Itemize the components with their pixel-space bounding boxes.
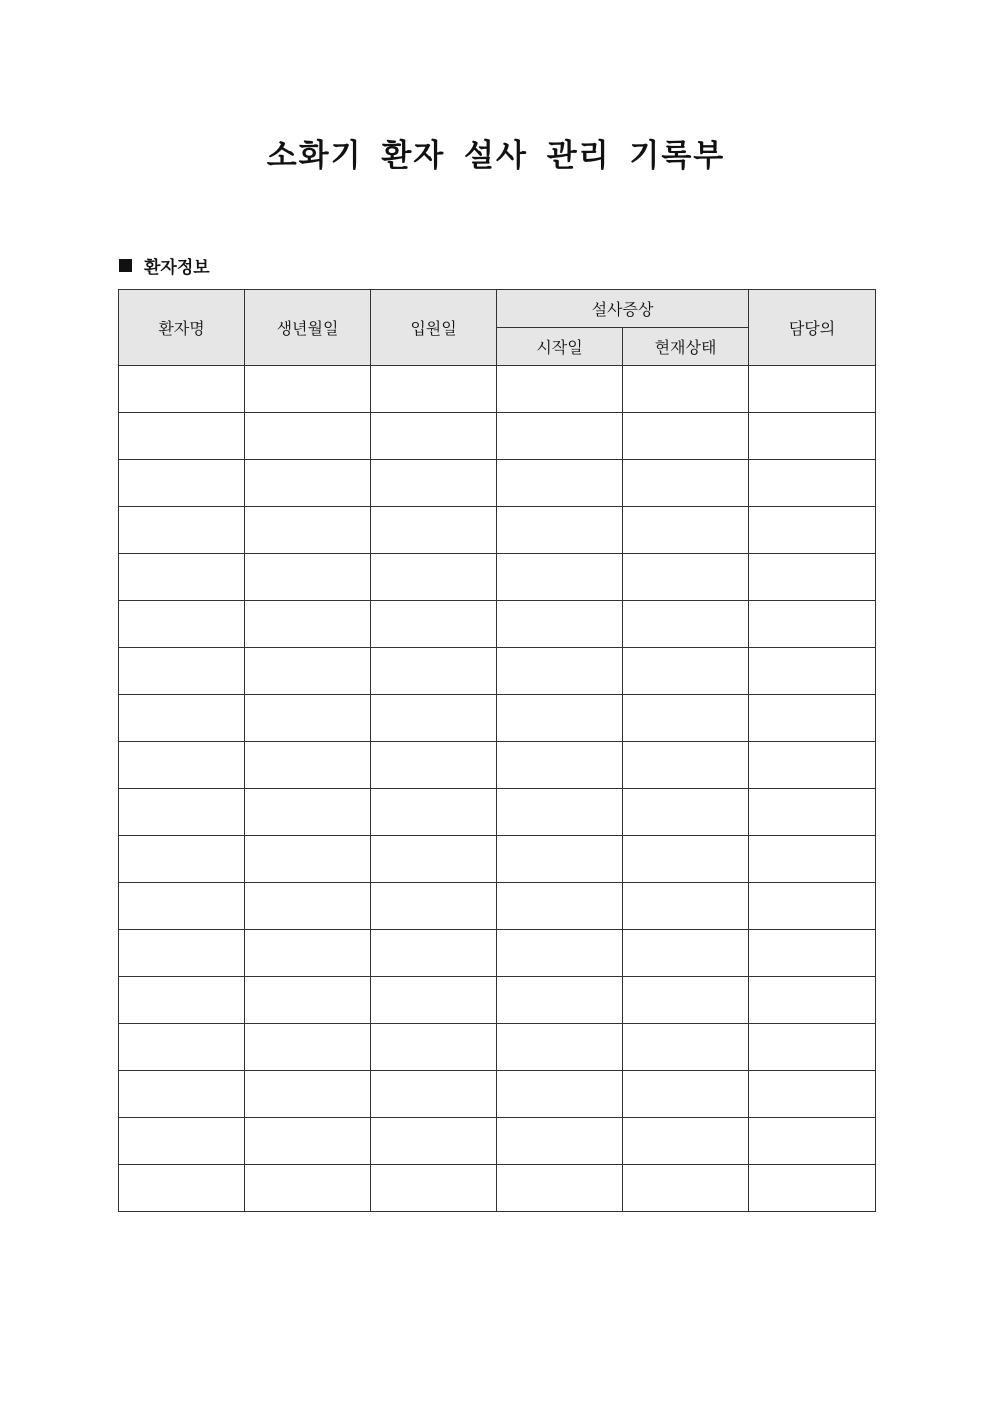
cell-birth-date[interactable] (245, 460, 371, 507)
table-header (119, 290, 876, 366)
cell-attending-physician[interactable] (749, 601, 876, 648)
table-row (119, 742, 876, 789)
cell-patient-name[interactable] (119, 1071, 245, 1118)
table-row (119, 1165, 876, 1212)
cell-current-status[interactable] (623, 507, 749, 554)
cell-current-status[interactable] (623, 1071, 749, 1118)
cell-patient-name[interactable] (119, 977, 245, 1024)
header-onset-date: 시작일 (497, 328, 623, 366)
cell-onset-date[interactable] (497, 883, 623, 930)
table-row (119, 930, 876, 977)
cell-patient-name[interactable] (119, 554, 245, 601)
cell-birth-date[interactable] (245, 601, 371, 648)
cell-attending-physician[interactable] (749, 836, 876, 883)
cell-birth-date[interactable] (245, 1071, 371, 1118)
header-birth-date: 생년월일 (245, 290, 371, 366)
table-row (119, 1024, 876, 1071)
cell-admission-date[interactable] (371, 1071, 497, 1118)
cell-patient-name[interactable] (119, 1165, 245, 1212)
cell-admission-date[interactable] (371, 742, 497, 789)
table-row (119, 413, 876, 460)
square-bullet-icon (119, 259, 132, 272)
cell-patient-name[interactable] (119, 836, 245, 883)
cell-attending-physician[interactable] (749, 977, 876, 1024)
header-attending-physician: 담당의 (749, 290, 876, 366)
cell-birth-date[interactable] (245, 836, 371, 883)
cell-admission-date[interactable] (371, 1024, 497, 1071)
cell-admission-date[interactable] (371, 883, 497, 930)
table-row (119, 977, 876, 1024)
cell-attending-physician[interactable] (749, 366, 876, 413)
table-row (119, 507, 876, 554)
cell-admission-date[interactable] (371, 1165, 497, 1212)
cell-current-status[interactable] (623, 601, 749, 648)
cell-admission-date[interactable] (371, 695, 497, 742)
header-current-status: 현재상태 (623, 328, 749, 366)
table-row (119, 1118, 876, 1165)
cell-birth-date[interactable] (245, 1165, 371, 1212)
cell-admission-date[interactable] (371, 789, 497, 836)
cell-admission-date[interactable] (371, 507, 497, 554)
cell-patient-name[interactable] (119, 1024, 245, 1071)
cell-admission-date[interactable] (371, 413, 497, 460)
cell-patient-name[interactable] (119, 883, 245, 930)
cell-attending-physician[interactable] (749, 1165, 876, 1212)
table-row (119, 836, 876, 883)
table-row (119, 695, 876, 742)
cell-admission-date[interactable] (371, 601, 497, 648)
section-heading-label: 환자정보 (144, 257, 210, 278)
cell-birth-date[interactable] (245, 930, 371, 977)
cell-onset-date[interactable] (497, 789, 623, 836)
header-patient-name: 환자명 (119, 290, 245, 366)
table-row (119, 366, 876, 413)
header-diarrhea-symptoms: 설사증상 (497, 290, 749, 328)
cell-birth-date[interactable] (245, 413, 371, 460)
cell-onset-date[interactable] (497, 977, 623, 1024)
cell-current-status[interactable] (623, 366, 749, 413)
cell-admission-date[interactable] (371, 366, 497, 413)
cell-onset-date[interactable] (497, 601, 623, 648)
cell-birth-date[interactable] (245, 742, 371, 789)
cell-attending-physician[interactable] (749, 789, 876, 836)
cell-onset-date[interactable] (497, 1165, 623, 1212)
cell-patient-name[interactable] (119, 366, 245, 413)
cell-attending-physician[interactable] (749, 742, 876, 789)
cell-patient-name[interactable] (119, 648, 245, 695)
cell-patient-name[interactable] (119, 413, 245, 460)
table-row (119, 789, 876, 836)
cell-birth-date[interactable] (245, 507, 371, 554)
cell-birth-date[interactable] (245, 883, 371, 930)
table-body (119, 366, 876, 1212)
cell-onset-date[interactable] (497, 742, 623, 789)
table-row (119, 554, 876, 601)
table-row (119, 601, 876, 648)
table-row (119, 460, 876, 507)
cell-onset-date[interactable] (497, 648, 623, 695)
cell-current-status[interactable] (623, 789, 749, 836)
cell-attending-physician[interactable] (749, 1024, 876, 1071)
cell-current-status[interactable] (623, 883, 749, 930)
section-heading-patient-info (119, 252, 210, 278)
cell-admission-date[interactable] (371, 930, 497, 977)
table-row (119, 1071, 876, 1118)
cell-admission-date[interactable] (371, 836, 497, 883)
cell-current-status[interactable] (623, 930, 749, 977)
cell-attending-physician[interactable] (749, 460, 876, 507)
cell-onset-date[interactable] (497, 366, 623, 413)
cell-admission-date[interactable] (371, 977, 497, 1024)
cell-current-status[interactable] (623, 836, 749, 883)
cell-onset-date[interactable] (497, 836, 623, 883)
cell-birth-date[interactable] (245, 789, 371, 836)
cell-attending-physician[interactable] (749, 1071, 876, 1118)
cell-birth-date[interactable] (245, 554, 371, 601)
cell-patient-name[interactable] (119, 742, 245, 789)
cell-admission-date[interactable] (371, 648, 497, 695)
cell-patient-name[interactable] (119, 695, 245, 742)
cell-current-status[interactable] (623, 977, 749, 1024)
cell-attending-physician[interactable] (749, 1118, 876, 1165)
cell-birth-date[interactable] (245, 1118, 371, 1165)
cell-current-status[interactable] (623, 695, 749, 742)
cell-current-status[interactable] (623, 1024, 749, 1071)
table-row (119, 883, 876, 930)
cell-birth-date[interactable] (245, 366, 371, 413)
cell-current-status[interactable] (623, 460, 749, 507)
cell-patient-name[interactable] (119, 930, 245, 977)
cell-onset-date[interactable] (497, 1024, 623, 1071)
cell-admission-date[interactable] (371, 554, 497, 601)
cell-patient-name[interactable] (119, 460, 245, 507)
cell-birth-date[interactable] (245, 695, 371, 742)
cell-onset-date[interactable] (497, 507, 623, 554)
cell-current-status[interactable] (623, 1165, 749, 1212)
cell-attending-physician[interactable] (749, 648, 876, 695)
cell-onset-date[interactable] (497, 1071, 623, 1118)
cell-birth-date[interactable] (245, 648, 371, 695)
cell-current-status[interactable] (623, 1118, 749, 1165)
table-row (119, 648, 876, 695)
cell-attending-physician[interactable] (749, 930, 876, 977)
cell-onset-date[interactable] (497, 460, 623, 507)
cell-attending-physician[interactable] (749, 695, 876, 742)
cell-current-status[interactable] (623, 554, 749, 601)
header-admission-date: 입원일 (371, 290, 497, 366)
cell-attending-physician[interactable] (749, 413, 876, 460)
cell-onset-date[interactable] (497, 554, 623, 601)
cell-admission-date[interactable] (371, 1118, 497, 1165)
cell-attending-physician[interactable] (749, 554, 876, 601)
document-title: 소화기 환자 설사 관리 기록부 (266, 138, 726, 174)
cell-onset-date[interactable] (497, 1118, 623, 1165)
cell-onset-date[interactable] (497, 930, 623, 977)
cell-current-status[interactable] (623, 742, 749, 789)
cell-attending-physician[interactable] (749, 883, 876, 930)
cell-admission-date[interactable] (371, 460, 497, 507)
cell-current-status[interactable] (623, 648, 749, 695)
cell-birth-date[interactable] (245, 977, 371, 1024)
cell-birth-date[interactable] (245, 1024, 371, 1071)
cell-patient-name[interactable] (119, 1118, 245, 1165)
cell-attending-physician[interactable] (749, 507, 876, 554)
cell-onset-date[interactable] (497, 695, 623, 742)
cell-onset-date[interactable] (497, 413, 623, 460)
patient-record-table (118, 289, 876, 1212)
cell-patient-name[interactable] (119, 507, 245, 554)
cell-current-status[interactable] (623, 413, 749, 460)
cell-patient-name[interactable] (119, 789, 245, 836)
cell-patient-name[interactable] (119, 601, 245, 648)
